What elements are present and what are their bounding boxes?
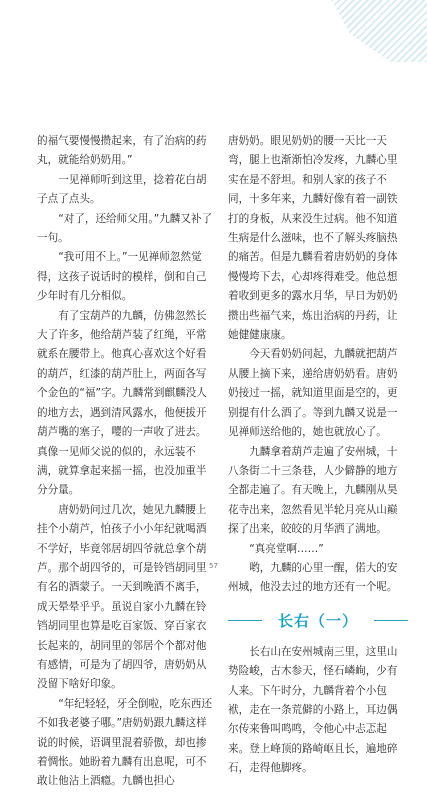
paragraph: “真亮堂啊……” — [249, 542, 324, 555]
heading-rule-left — [228, 620, 262, 621]
corner-decoration — [331, 0, 427, 62]
paragraph: 唐奶奶问过几次，她见九麟腰上挂个小葫芦，怕孩子小小年纪就喝酒不学好，毕竟邻居胡四爷就总拿个葫芦。那个胡四爷的，可是铃铛胡同里有名的酒蒙子。一天到晚酒不离手，成天晕晕乎乎。虽说自家小九麟在铃铛胡同里也算是吃百家饭、穿百家衣长起来的，胡同里的邻居个个都对他有感情，可是为了胡四爷，唐奶奶从没留下啥好印象。 — [37, 503, 207, 691]
section-heading: 长右（一） — [278, 611, 359, 630]
paragraph: 有了宝葫芦的九麟，仿佛忽然长大了许多，他给葫芦装了红绳，平常就系在腰带上。他真心喜欢这个好看的葫芦，红漆的葫芦肚上，两面各写个金色的“福”字。九麟常到麒麟没人的地方去，遇到清风露水，他便拔开葫芦嘴的塞子，嘤的一声收了进去。真像一见师父说的似的，永远装不满，就算拿起来摇一摇，也没加重半分分量。 — [37, 309, 207, 497]
right-column — [228, 132, 408, 779]
paragraph: 一见禅师听到这里，捻着花白胡子点了点头。 — [37, 173, 207, 206]
paragraph: 哟，九麟的心里一醒，偌大的安州城，他没去过的地方还有一个呢。 — [228, 561, 398, 594]
heading-rule-right — [374, 620, 408, 621]
paragraph: 的福气要慢慢攒起来，有了治病的药丸，就能给奶奶用。” — [37, 135, 207, 167]
paragraph: “我可用不上。”一见禅师忽然觉得，这孩子说话时的模样，倒和自己少年时有几分相似。 — [37, 251, 207, 303]
left-column — [37, 132, 215, 792]
paragraph: “年纪轻轻，牙全倒啦，吃东西还不如我老婆子哪。”唐奶奶跟九麟这样说的时候，语调里混着骄傲，却也掺着惆怅。她盼着九麟有出息呢，可不敢让他沾上酒瘾。九麟也担心 — [37, 697, 212, 788]
paragraph: “对了，还给师父用。”九麟又补了一句。 — [37, 212, 213, 245]
paragraph: 长右山在安州城南三里，这里山势险峻，古木参天，怪石嶙峋，少有人来。下午时分，九麟背着个小包袱，走在一条荒僻的小路上，耳边偶尔传来鲁叫鸣鸣，令他心中忐忑起来。登上峰顶的路崎岖且长，遍地碎石，走得他脚疼。 — [228, 645, 398, 775]
section-heading-block — [228, 611, 408, 631]
paragraph: 今天看奶奶问起，九麟就把葫芦从腰上摘下来，递给唐奶奶看。唐奶奶接过一摇，就知道里面是空的，更别提有什么酒了。等到九麟又说是一见禅师送给他的，她也就放心了。 — [228, 348, 398, 439]
paragraph: 九麟拿着葫芦走遍了安州城，十八条街二十三条巷，人少僻静的地方全都走遍了。有天晚上，九麟刚从昊花寺出来，忽然看见半轮月亮从山巅探了出来，皎皎的月华洒了满地。 — [228, 445, 398, 536]
page-number: 57 — [209, 562, 218, 570]
paragraph: 唐奶奶。眼见奶奶的腰一天比一天弯，腿上也渐渐怕冷发疼，九麟心里实在是不舒坦。和别人家的孩子不同，十多年来，九麟好像有着一副铁打的身板，从来没生过病。他不知道生病是什么滋味，也不了解头疼脑热的痛苦。但是九麟看着唐奶奶的身体慢慢垮下去，心却疼得难受。他总想着收到更多的露水月华，早日为奶奶攒出些福气来，炼出治病的丹药，让她健健康康。 — [228, 135, 398, 342]
